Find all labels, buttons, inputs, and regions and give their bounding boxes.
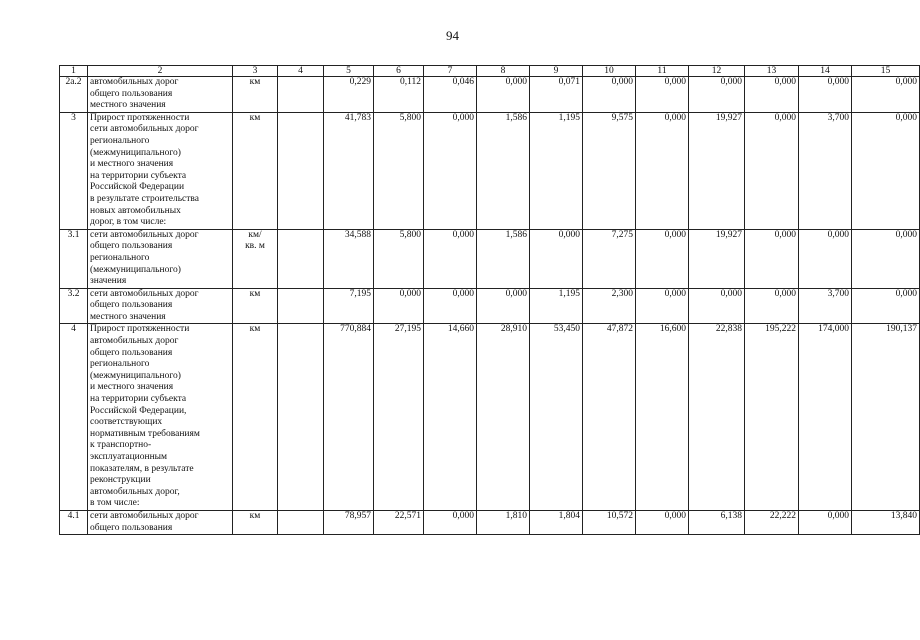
value-cell: 7,275 xyxy=(583,229,636,288)
row-code: 2а.2 xyxy=(60,77,88,113)
value-cell: 1,195 xyxy=(530,288,583,324)
value-cell: 14,660 xyxy=(424,324,477,511)
value-cell: 0,000 xyxy=(799,229,852,288)
description-line: значения xyxy=(90,276,127,287)
description-line: общего пользования xyxy=(90,522,173,533)
row-col4 xyxy=(278,77,324,113)
unit-line: км xyxy=(249,288,261,299)
row-unit xyxy=(233,112,278,229)
unit-line: км xyxy=(249,77,261,87)
value-cell: 22,838 xyxy=(689,324,745,511)
description-line: эксплуатационным xyxy=(90,452,168,462)
row-code: 3 xyxy=(60,112,88,229)
value-cell: 0,000 xyxy=(745,229,799,288)
description-line: местного значения xyxy=(90,100,166,111)
value-cell: 0,000 xyxy=(530,229,583,288)
unit-line: км xyxy=(249,112,261,123)
value-cell: 190,137 xyxy=(852,324,920,511)
unit-line: км xyxy=(249,324,261,335)
header-cell: 1 xyxy=(60,66,88,77)
header-cell: 11 xyxy=(636,66,689,77)
unit-line: км/ xyxy=(248,229,262,240)
header-row xyxy=(60,66,920,77)
description-line: сети автомобильных дорог xyxy=(90,288,199,299)
value-cell: 0,000 xyxy=(636,510,689,534)
row-unit xyxy=(233,324,278,511)
value-cell: 0,046 xyxy=(424,77,477,113)
table-row xyxy=(60,510,920,534)
description-line: (межмуниципального) xyxy=(90,147,181,158)
row-unit xyxy=(233,510,278,534)
header-cell: 7 xyxy=(424,66,477,77)
header-cell: 10 xyxy=(583,66,636,77)
row-unit xyxy=(233,77,278,113)
page-number: 94 xyxy=(446,28,459,43)
value-cell: 0,000 xyxy=(799,510,852,534)
description-line: регионального xyxy=(90,359,150,370)
row-col4 xyxy=(278,229,324,288)
value-cell: 1,810 xyxy=(477,510,530,534)
value-cell: 0,000 xyxy=(477,77,530,113)
value-cell: 0,071 xyxy=(530,77,583,113)
table-row xyxy=(60,112,920,229)
value-cell: 10,572 xyxy=(583,510,636,534)
description-line: в том числе: xyxy=(90,498,140,509)
value-cell: 0,000 xyxy=(424,229,477,288)
header-cell: 9 xyxy=(530,66,583,77)
description-line: и местного значения xyxy=(90,159,174,170)
description-line: новых автомобильных xyxy=(90,205,181,216)
value-cell: 174,000 xyxy=(799,324,852,511)
description-line: к транспортно- xyxy=(90,440,152,451)
row-col4 xyxy=(278,112,324,229)
value-cell: 3,700 xyxy=(799,288,852,324)
value-cell: 0,000 xyxy=(745,112,799,229)
value-cell: 3,700 xyxy=(799,112,852,229)
value-cell: 78,957 xyxy=(324,510,374,534)
value-cell: 0,000 xyxy=(852,288,920,324)
header-cell: 15 xyxy=(852,66,920,77)
value-cell: 22,571 xyxy=(374,510,424,534)
value-cell: 0,000 xyxy=(424,112,477,229)
description-line: (межмуниципального) xyxy=(90,370,181,381)
description-line: дорог, в том числе: xyxy=(90,217,167,228)
table-row xyxy=(60,77,920,113)
description-line: местного значения xyxy=(90,311,166,322)
value-cell: 0,000 xyxy=(636,288,689,324)
description-line: на территории субъекта xyxy=(90,394,187,405)
row-description xyxy=(88,324,233,511)
header-cell: 2 xyxy=(88,66,233,77)
value-cell: 0,000 xyxy=(636,112,689,229)
value-cell: 0,000 xyxy=(424,510,477,534)
value-cell: 5,800 xyxy=(374,229,424,288)
value-cell: 6,138 xyxy=(689,510,745,534)
description-line: регионального xyxy=(90,252,150,263)
header-cell: 5 xyxy=(324,66,374,77)
row-code: 4.1 xyxy=(60,510,88,534)
value-cell: 0,000 xyxy=(745,77,799,113)
table-row xyxy=(60,288,920,324)
description-line: Прирост протяженности xyxy=(90,112,190,123)
description-line: (межмуниципального) xyxy=(90,264,181,275)
description-line: автомобильных дорог xyxy=(90,336,179,347)
value-cell: 19,927 xyxy=(689,229,745,288)
value-cell: 53,450 xyxy=(530,324,583,511)
row-code: 4 xyxy=(60,324,88,511)
value-cell: 1,586 xyxy=(477,112,530,229)
header-cell: 8 xyxy=(477,66,530,77)
row-col4 xyxy=(278,324,324,511)
description-line: общего пользования xyxy=(90,88,173,99)
description-line: сети автомобильных дорог xyxy=(90,124,199,135)
value-cell: 0,000 xyxy=(477,288,530,324)
value-cell: 0,000 xyxy=(689,77,745,113)
value-cell: 0,000 xyxy=(745,288,799,324)
row-description xyxy=(88,112,233,229)
header-cell: 13 xyxy=(745,66,799,77)
description-line: общего пользования xyxy=(90,347,173,358)
header-cell: 12 xyxy=(689,66,745,77)
description-line: общего пользования xyxy=(90,241,173,252)
value-cell: 22,222 xyxy=(745,510,799,534)
value-cell: 2,300 xyxy=(583,288,636,324)
value-cell: 0,112 xyxy=(374,77,424,113)
row-col4 xyxy=(278,510,324,534)
value-cell: 195,222 xyxy=(745,324,799,511)
value-cell: 0,000 xyxy=(636,77,689,113)
value-cell: 1,195 xyxy=(530,112,583,229)
value-cell: 0,000 xyxy=(424,288,477,324)
row-description xyxy=(88,288,233,324)
row-description xyxy=(88,510,233,534)
description-line: реконструкции xyxy=(90,475,151,486)
description-line: регионального xyxy=(90,135,150,146)
description-line: автомобильных дорог, xyxy=(90,486,180,497)
description-line: показателям, в результате xyxy=(90,463,194,474)
value-cell: 0,000 xyxy=(636,229,689,288)
value-cell: 16,600 xyxy=(636,324,689,511)
value-cell: 47,872 xyxy=(583,324,636,511)
description-line: сети автомобильных дорог xyxy=(90,229,199,240)
description-line: и местного значения xyxy=(90,382,174,393)
description-line: общего пользования xyxy=(90,300,173,311)
row-unit xyxy=(233,229,278,288)
value-cell: 0,000 xyxy=(374,288,424,324)
value-cell: 0,000 xyxy=(689,288,745,324)
header-cell: 3 xyxy=(233,66,278,77)
description-line: соответствующих xyxy=(90,417,163,428)
value-cell: 28,910 xyxy=(477,324,530,511)
description-line: Российской Федерации xyxy=(90,182,185,193)
header-cell: 6 xyxy=(374,66,424,77)
value-cell: 13,840 xyxy=(852,510,920,534)
unit-line: кв. м xyxy=(245,241,265,252)
row-unit xyxy=(233,288,278,324)
table-row xyxy=(60,229,920,288)
value-cell: 0,000 xyxy=(852,112,920,229)
description-line: сети автомобильных дорог xyxy=(90,510,199,521)
row-code: 3.2 xyxy=(60,288,88,324)
value-cell: 1,586 xyxy=(477,229,530,288)
value-cell: 34,588 xyxy=(324,229,374,288)
row-description xyxy=(88,229,233,288)
description-line: нормативным требованиям xyxy=(90,428,200,439)
value-cell: 0,000 xyxy=(852,229,920,288)
row-col4 xyxy=(278,288,324,324)
unit-line: км xyxy=(249,510,261,521)
value-cell: 0,000 xyxy=(799,77,852,113)
row-description xyxy=(88,77,233,113)
data-table xyxy=(59,65,920,535)
value-cell: 19,927 xyxy=(689,112,745,229)
value-cell: 41,783 xyxy=(324,112,374,229)
table-row xyxy=(60,324,920,511)
description-line: Российской Федерации, xyxy=(90,405,187,416)
description-line: автомобильных дорог xyxy=(90,77,179,87)
header-cell: 4 xyxy=(278,66,324,77)
row-code: 3.1 xyxy=(60,229,88,288)
value-cell: 770,884 xyxy=(324,324,374,511)
value-cell: 0,000 xyxy=(852,77,920,113)
header-cell: 14 xyxy=(799,66,852,77)
value-cell: 5,800 xyxy=(374,112,424,229)
value-cell: 0,229 xyxy=(324,77,374,113)
value-cell: 7,195 xyxy=(324,288,374,324)
description-line: Прирост протяженности xyxy=(90,324,190,335)
value-cell: 9,575 xyxy=(583,112,636,229)
value-cell: 0,000 xyxy=(583,77,636,113)
description-line: в результате строительства xyxy=(90,193,199,204)
value-cell: 1,804 xyxy=(530,510,583,534)
value-cell: 27,195 xyxy=(374,324,424,511)
description-line: на территории субъекта xyxy=(90,170,187,181)
